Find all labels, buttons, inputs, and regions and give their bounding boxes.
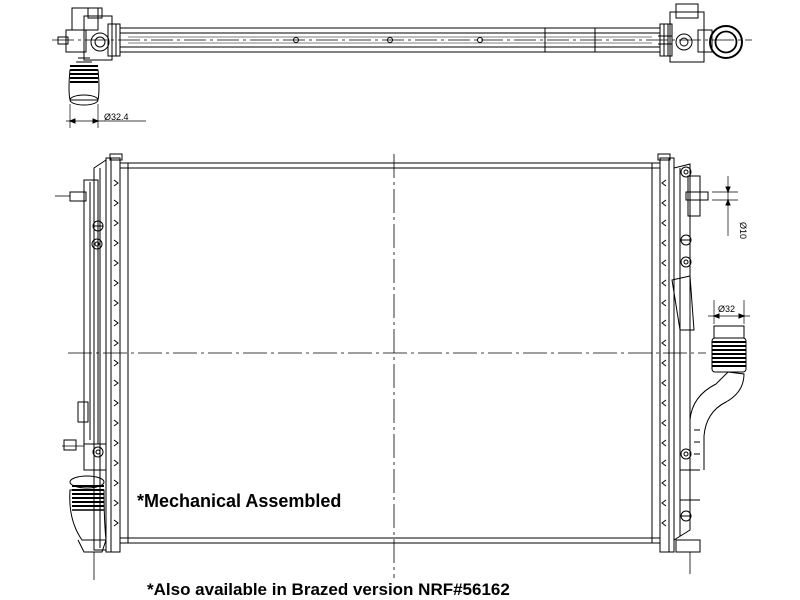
right-inlet-pipe: [690, 326, 746, 470]
right-vertical-dimension: [712, 176, 738, 236]
left-bottom-hose: [70, 476, 106, 580]
brazed-version-note: *Also available in Brazed version NRF#56162: [147, 580, 510, 599]
top-left-hose: [69, 58, 99, 105]
right-vertical-dimension-label: Ø10: [738, 222, 748, 240]
right-tank: [658, 154, 708, 574]
top-left-tank: [58, 8, 120, 60]
top-view: [52, 4, 752, 128]
mechanical-assembled-note: *Mechanical Assembled: [137, 491, 342, 511]
top-right-tank: [658, 4, 712, 62]
front-view: [55, 154, 750, 580]
right-inlet-dimension-label: Ø32: [718, 304, 736, 314]
top-outlet-dimension-label: Ø32.4: [104, 112, 129, 122]
